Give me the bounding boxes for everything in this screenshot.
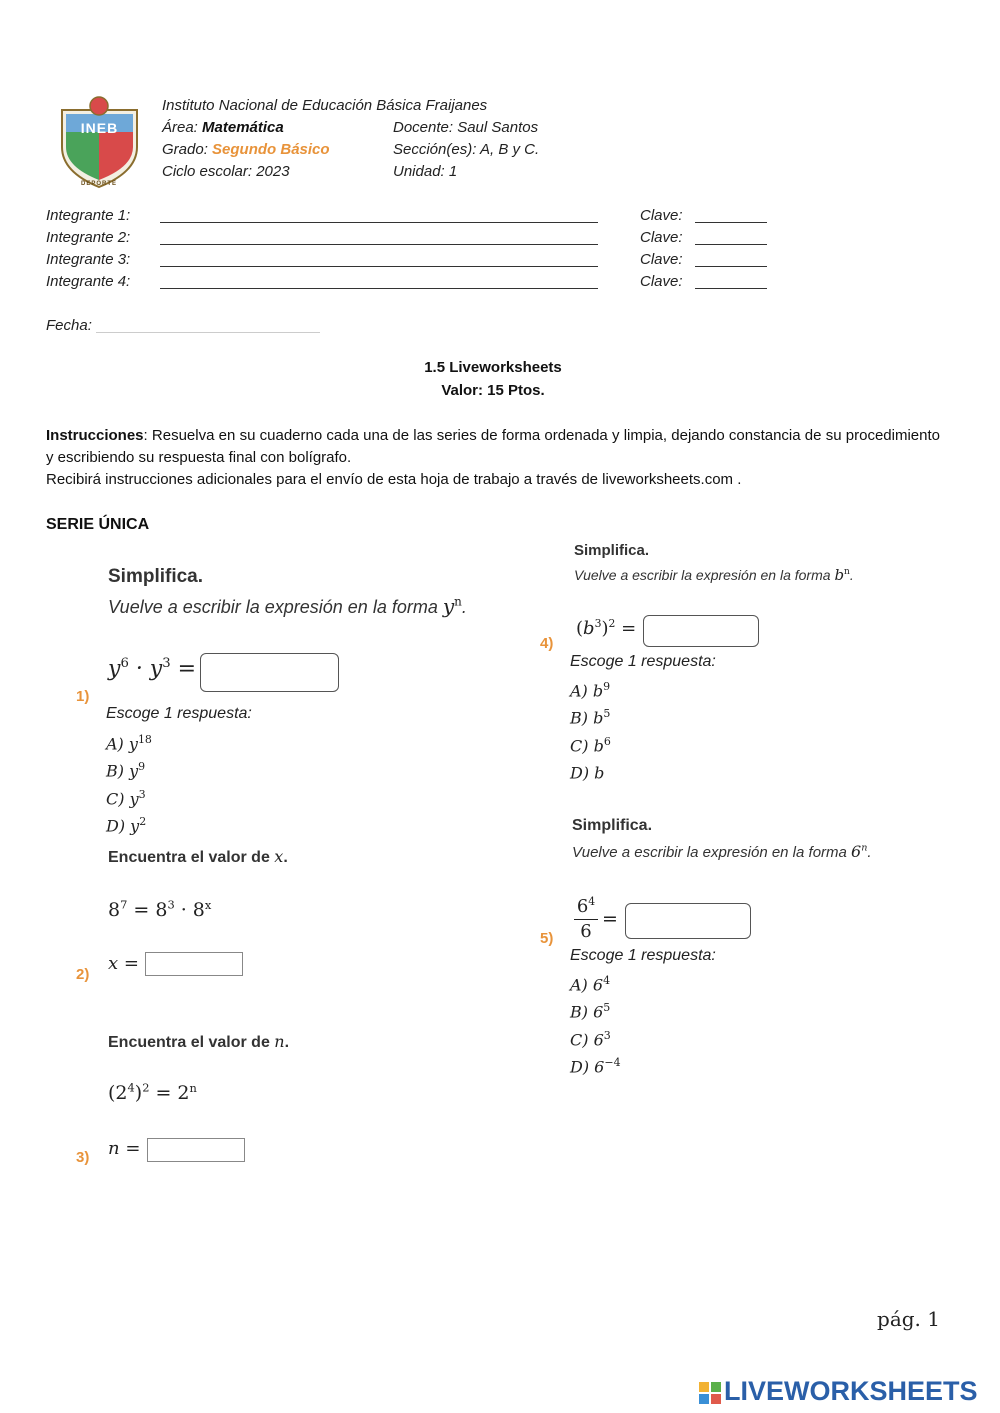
q5-answer-box[interactable] [625,903,751,939]
choose-label: Escoge 1 respuesta: [570,653,716,670]
brand-wordmark: LIVEWORKSHEETS [724,1376,978,1406]
question-subtitle: Vuelve a escribir la expresión en la forma $b^n$. [574,566,854,584]
member-label: Integrante 4: [46,273,131,290]
question-number: 2) [76,966,90,983]
q4-expression: $(b^3)^2$ = [576,617,637,639]
option[interactable]: C) $y^3$ [106,787,146,808]
school-logo [52,92,147,192]
option[interactable]: A) $b^9$ [570,680,611,701]
cycle-line: Ciclo escolar: 2023 [162,163,290,180]
option[interactable]: D) $6^{-4}$ [570,1055,621,1077]
teacher-line: Docente: Saul Santos [393,119,539,136]
question-number: 3) [76,1149,90,1166]
key-label: Clave: [640,229,683,246]
key-label: Clave: [640,207,683,224]
q1-expression: $y^6 \cdot y^3$ = [108,656,197,682]
q5-equals: = [602,908,618,930]
series-title: SERIE ÚNICA [46,516,150,533]
key-field[interactable] [695,266,767,267]
member-name-field[interactable] [160,288,598,289]
q3-answer-box[interactable] [147,1138,245,1162]
q1-options [106,728,152,837]
member-name-field[interactable] [160,244,598,245]
date-label: Fecha: [46,317,92,334]
key-label: Clave: [640,251,683,268]
q5-options [570,969,621,1078]
question-title: Simplifica. [572,817,653,834]
logo-text: INEB [80,120,119,136]
worksheet-value: Valor: 15 Ptos. [441,382,545,399]
key-label: Clave: [640,273,683,290]
choose-label: Escoge 1 respuesta: [570,947,716,964]
option[interactable]: B) $6^5$ [570,1001,611,1022]
option[interactable]: D) b [570,763,605,783]
option[interactable]: C) $b^6$ [570,734,611,755]
option[interactable]: D) $y^2$ [106,814,147,836]
member-label: Integrante 1: [46,207,131,224]
key-field[interactable] [695,288,767,289]
question-number: 1) [76,688,90,705]
question-title: Encuentra el valor de n. [108,1032,290,1051]
worksheet-title: 1.5 Liveworksheets [424,359,562,376]
q5-fraction: $6^4$ 6 [574,890,598,944]
unit-line: Unidad: 1 [393,163,458,180]
page-number: pág. 1 [877,1307,940,1331]
question-subtitle: Vuelve a escribir la expresión en la forma 6$^n$. [572,842,872,861]
question-title: Simplifica. [574,542,650,559]
sections-line: Sección(es): A, B y C. [393,141,540,158]
option[interactable]: B) $b^5$ [570,707,611,728]
member-name-field[interactable] [160,266,598,267]
date-field[interactable] [96,332,320,333]
q4-answer-box[interactable] [643,615,759,647]
q2-expression: $8^7 = 8^3 \cdot 8^x$ [108,898,212,922]
member-name-field[interactable] [160,222,598,223]
q4-options [570,675,611,784]
choose-label: Escoge 1 respuesta: [106,705,252,722]
question-number: 5) [540,930,554,947]
option[interactable]: C) $6^3$ [570,1028,611,1049]
instructions: Instrucciones: Resuelva en su cuaderno cada una de las series de forma ordenada y limpia, dejando constancia de su procedimiento y escribiendo su respuesta final con bolígrafo. [46,427,940,466]
institution-name: Instituto Nacional de Educación Básica Fraijanes [162,97,488,114]
option[interactable]: A) $6^4$ [570,974,611,995]
member-label: Integrante 3: [46,251,131,268]
instructions-extra: Recibirá instrucciones adicionales para el envío de esta hoja de trabajo a través de liveworksheets.com . [46,471,742,488]
option[interactable]: A) $y^{18}$ [106,733,152,754]
question-number: 4) [540,635,554,652]
q3-answer-label: n = [108,1138,141,1159]
grade-line: Grado: Segundo Básico [162,141,330,158]
key-field[interactable] [695,222,767,223]
q1-answer-box[interactable] [200,653,339,692]
liveworksheets-logo-icon [699,1382,721,1404]
question-title: Encuentra el valor de x. [108,847,288,866]
key-field[interactable] [695,244,767,245]
q2-answer-label: x = [108,953,139,974]
option[interactable]: B) $y^9$ [106,760,146,781]
q2-answer-box[interactable] [145,952,243,976]
q3-expression: $(2^4)^2 = 2^n$ [108,1081,197,1105]
question-subtitle: Vuelve a escribir la expresión en la forma $y^n$. [108,594,467,618]
logo-bottom-text: DEPORTE [80,181,117,187]
area-line: Área: Matemática [162,119,284,136]
question-title: Simplifica. [108,566,204,587]
member-label: Integrante 2: [46,229,131,246]
